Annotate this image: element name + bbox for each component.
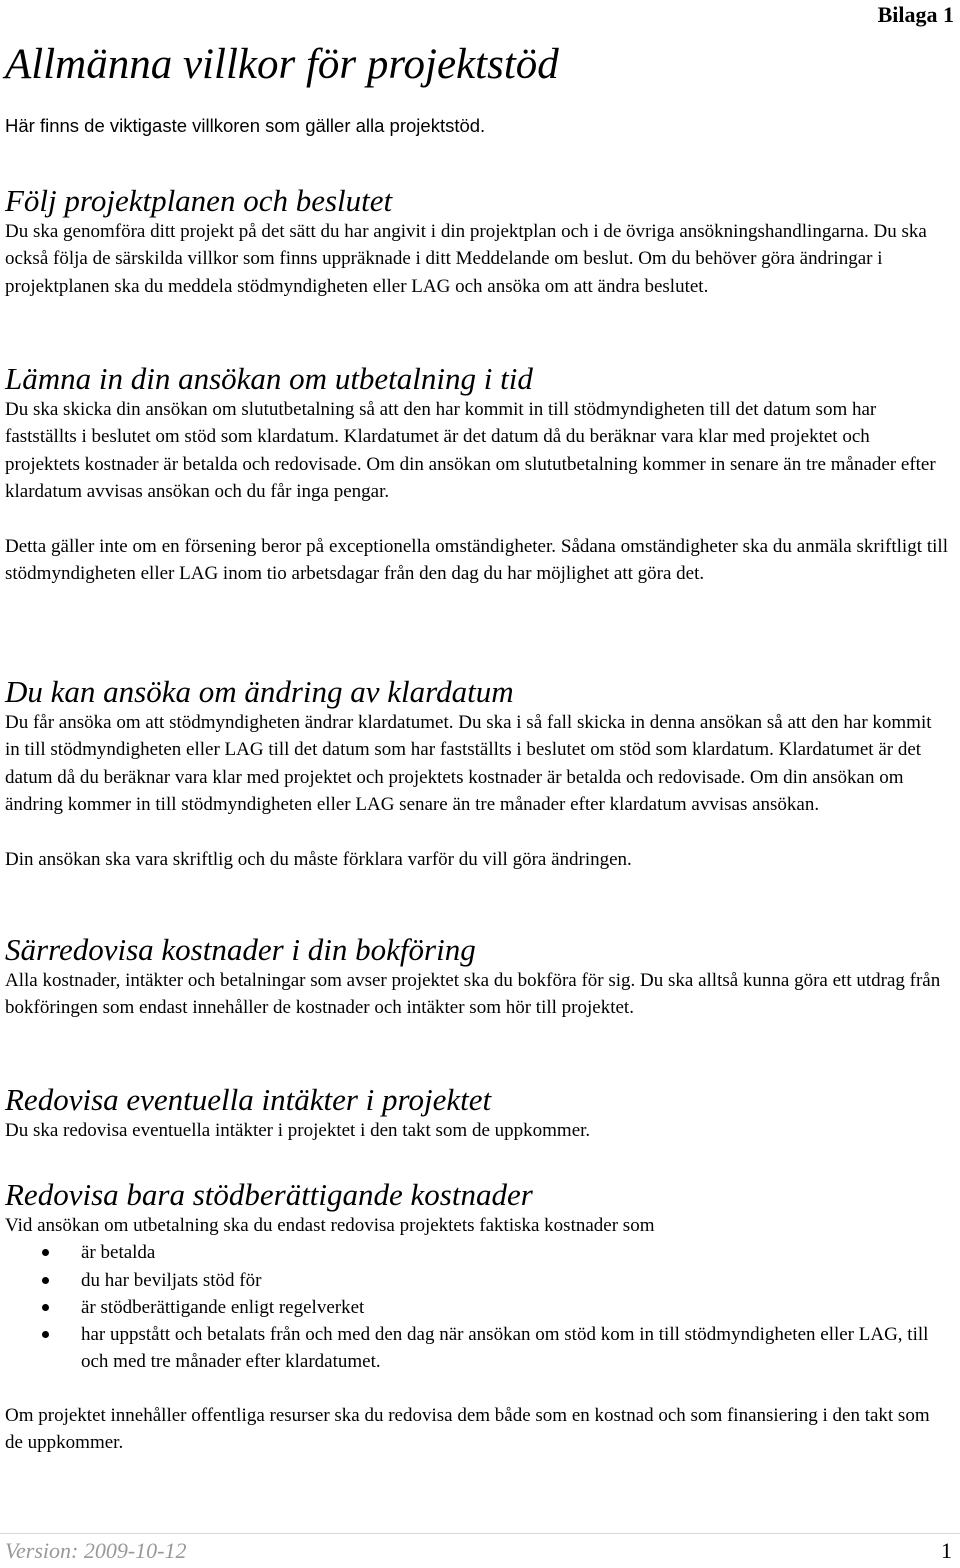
section-separate-accounting (5, 933, 948, 1022)
section-heading: Du kan ansöka om ändring av klardatum (5, 674, 514, 709)
footer-divider (0, 1533, 960, 1534)
bullet-icon (42, 1277, 49, 1284)
bullet-icon (42, 1249, 49, 1256)
eligible-cost-list (5, 1239, 948, 1375)
attachment-label: Bilaga 1 (877, 2, 954, 27)
section-paragraph: Detta gäller inte om en försening beror på exceptionella omständigheter. Sådana omständigheter ska du anmäla skriftligt till stödmyndigheten eller LAG inom tio arbetsdagar från den dag du har möjlighet att göra det. (5, 536, 948, 585)
list-item-text: är betalda (81, 1242, 156, 1264)
list-item (5, 1294, 948, 1321)
list-item-text: har uppstått och betalats från och med den dag när ansökan om stöd kom in till stödmyndigheten eller LAG, till och med tre månader efter klardatumet. (81, 1324, 929, 1373)
bullet-icon (42, 1304, 49, 1311)
page-number: 1 (941, 1538, 952, 1563)
list-item-text: du har beviljats stöd för (81, 1269, 262, 1291)
list-item-text: är stödberättigande enligt regelverket (81, 1296, 365, 1318)
list-item (5, 1239, 948, 1266)
section-paragraph: Du får ansöka om att stödmyndigheten ändrar klardatumet. Du ska i så fall skicka in denna ansökan så att den har kommit in till stödmyndigheten eller LAG till det datum som har fastställts i beslutet om stöd som klardatum. Klardatumet är det datum då du beräknar vara klar med projektet och projektets kostnader är betalda och redovisade. Om din ansökan om ändring kommer in till stödmyndigheten eller LAG senare än tre månader efter klardatum avvisas ansökan. (5, 712, 932, 815)
section-change-completion-date (5, 675, 948, 873)
intro-text: Här finns de viktigaste villkoren som gäller alla projektstöd. (5, 115, 486, 136)
section-paragraph: Du ska redovisa eventuella intäkter i projektet i den takt som de uppkommer. (5, 1120, 591, 1141)
list-item (5, 1267, 948, 1294)
section-follow-plan (5, 184, 948, 300)
footer-version: Version: 2009-10-12 (5, 1538, 187, 1563)
page-title: Allmänna villkor för projektstöd (5, 41, 559, 88)
section-heading: Redovisa eventuella intäkter i projektet (5, 1082, 492, 1117)
section-eligible-costs (5, 1178, 948, 1456)
list-item (5, 1321, 948, 1376)
section-report-income (5, 1083, 948, 1144)
section-heading: Lämna in din ansökan om utbetalning i tid (5, 361, 533, 396)
section-heading: Följ projektplanen och beslutet (5, 183, 393, 218)
section-paragraph: Vid ansökan om utbetalning ska du endast redovisa projektets faktiska kostnader som (5, 1215, 655, 1236)
section-payment-application (5, 362, 948, 588)
section-paragraph: Du ska genomföra ditt projekt på det sätt du har angivit i din projektplan och i de övriga ansökningshandlingarna. Du ska också följa de särskilda villkor som finns uppräknade i ditt Meddelande om beslut. Om du behöver göra ändringar i projektplanen ska du meddela stödmyndigheten eller LAG och ansöka om att ändra beslutet. (5, 221, 927, 297)
bullet-icon (42, 1331, 49, 1338)
section-paragraph: Om projektet innehåller offentliga resurser ska du redovisa dem både som en kostnad och som finansiering i den takt som de uppkommer. (5, 1404, 930, 1454)
section-paragraph: Alla kostnader, intäkter och betalningar som avser projektet ska du bokföra för sig. Du ska alltså kunna göra ett utdrag från bokföringen som endast innehåller de kostnader och intäkter som hör till projektet. (5, 970, 941, 1019)
section-heading: Särredovisa kostnader i din bokföring (5, 932, 476, 967)
section-paragraph: Du ska skicka din ansökan om slututbetalning så att den har kommit in till stödmyndigheten till det datum som har fastställts i beslutet om stöd som klardatum. Klardatumet är det datum då du beräknar vara klar med projektet och projektets kostnader är betalda och redovisade. Om din ansökan om slututbetalning kommer in senare än tre månader efter klardatum avvisas ansökan och du får inga pengar. (5, 399, 936, 502)
section-paragraph: Din ansökan ska vara skriftlig och du måste förklara varför du vill göra ändringen. (5, 849, 632, 871)
section-heading: Redovisa bara stödberättigande kostnader (5, 1177, 533, 1212)
